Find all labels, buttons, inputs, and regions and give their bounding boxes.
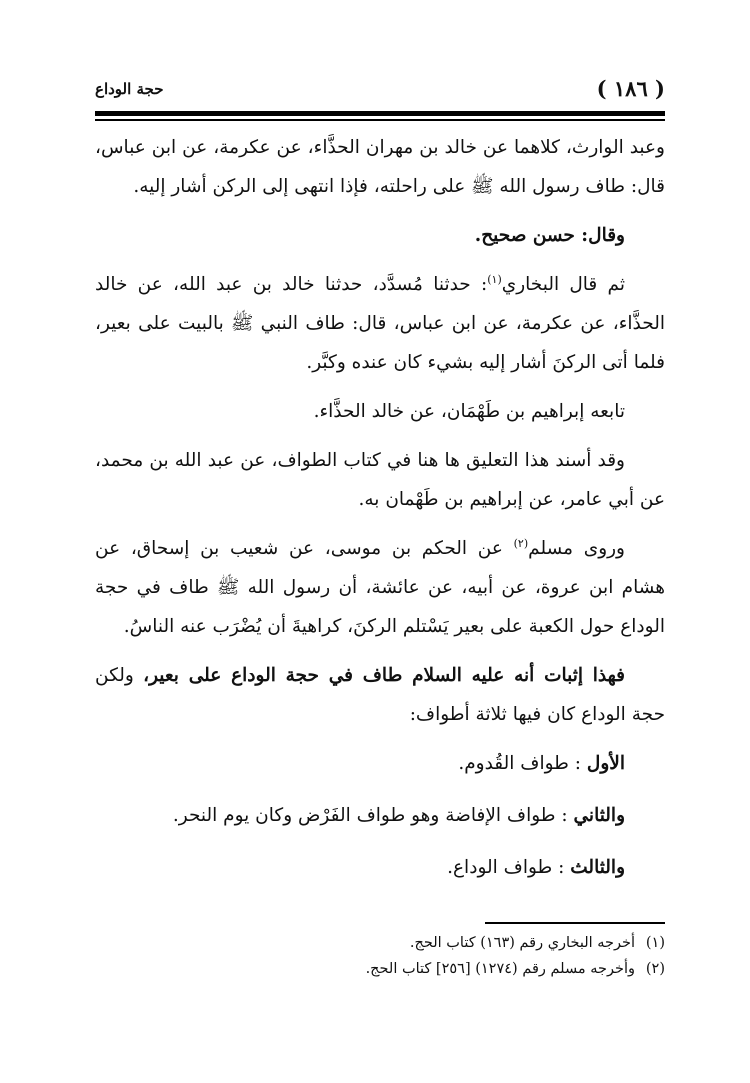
running-title: حجة الوداع xyxy=(95,80,164,98)
paragraph-text: وروى مسلم xyxy=(528,538,625,559)
header-rule-thin xyxy=(95,119,665,121)
list-item xyxy=(95,744,665,783)
paragraph: وقال: حسن صحيح. xyxy=(474,225,625,246)
main-text xyxy=(95,128,665,900)
page-header xyxy=(95,62,665,110)
footnote-text: وأخرجه مسلم رقم (١٢٧٤) [٢٥٦] كتاب الحج. xyxy=(365,961,635,977)
paragraph-text: عن الحكم بن موسى، عن شعيب بن إسحاق، عن هشام ابن عروة، عن أبيه، عن عائشة، أن رسول الله ﷺ طاف في حجة الوداع حول الكعبة على بعير يَسْتلم الركنَ، كراهيةَ أن يُضْرَب عنه الناسُ. xyxy=(95,538,665,637)
header-rule-thick xyxy=(95,111,665,116)
paragraph: تابعه إبراهيم بن طَهْمَان، عن خالد الحذَّاء. xyxy=(313,401,625,422)
footnote-text: أخرجه البخاري رقم (١٦٣) كتاب الحج. xyxy=(409,935,635,951)
paragraph-text: ثم قال البخاري xyxy=(501,274,625,295)
list-item-text: : طواف الإفاضة وهو طواف الفَرْض وكان يوم النحر. xyxy=(172,805,568,826)
list-item xyxy=(95,796,665,835)
list-item-text: : طواف الوداع. xyxy=(447,857,565,878)
footnote-number: (١) xyxy=(645,935,665,951)
paragraph xyxy=(95,656,665,734)
footnote-number: (٢) xyxy=(645,961,665,977)
footnotes xyxy=(95,930,665,982)
list-item-text: : طواف القُدوم. xyxy=(458,753,582,774)
footnote-ref[interactable]: (١) xyxy=(487,272,502,286)
emphasis-text: فهذا إثبات أنه عليه السلام طاف في حجة الوداع على بعير، xyxy=(143,665,625,686)
list-item xyxy=(95,848,665,887)
list-item-label: والثاني xyxy=(573,805,625,826)
list-item-label: والثالث xyxy=(570,857,625,878)
footnote-separator xyxy=(485,922,665,924)
footnote xyxy=(95,956,665,982)
footnote-ref[interactable]: (٢) xyxy=(513,536,529,550)
paragraph xyxy=(95,529,665,646)
paragraph-text: : حدثنا مُسدَّد، حدثنا خالد بن عبد الله، عن خالد الحذَّاء، عن عكرمة، عن ابن عباس، قال: طاف النبي ﷺ بالبيت على بعير، فلما أتى الركنَ أشار إليه بشيء كان عنده وكبَّر. xyxy=(95,274,665,373)
footnote xyxy=(95,930,665,956)
paragraph: وقد أسند هذا التعليق ها هنا في كتاب الطواف، عن عبد الله بن محمد، عن أبي عامر، عن إبراهيم بن طَهْمان به. xyxy=(95,450,665,510)
page-number: ( ١٨٦ ) xyxy=(596,76,665,101)
paragraph-text: ولكن حجة الوداع كان فيها ثلاثة أطواف: xyxy=(95,665,665,725)
paragraph: وعبد الوارث، كلاهما عن خالد بن مهران الحذَّاء، عن عكرمة، عن ابن عباس، قال: طاف رسول الله ﷺ على راحلته، فإذا انتهى إلى الركن أشار إليه. xyxy=(95,137,665,197)
list-item-label: الأول xyxy=(586,753,625,774)
paragraph xyxy=(95,265,665,382)
